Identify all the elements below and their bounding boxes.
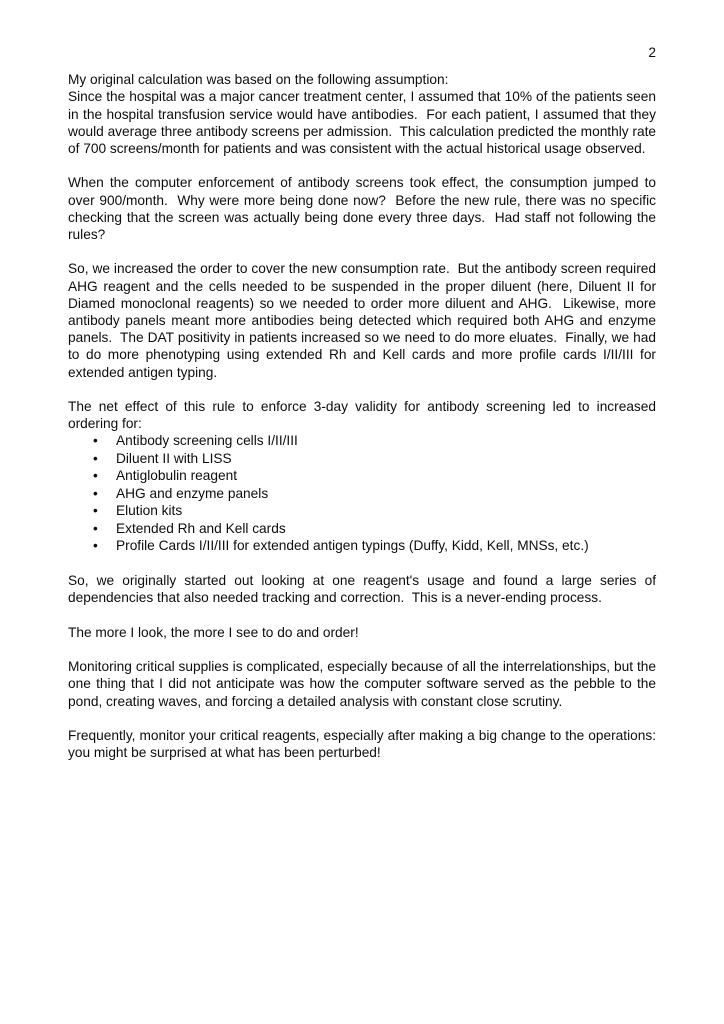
paragraph-assumption-intro: My original calculation was based on the following assumption:	[68, 72, 449, 88]
list-item-label: Profile Cards I/II/III for extended antigen typings (Duffy, Kidd, Kell, MNSs, etc.)	[116, 538, 589, 554]
list-item-label: Diluent II with LISS	[116, 450, 232, 466]
list-item-label: Antibody screening cells I/II/III	[116, 433, 298, 449]
reagent-order-list	[68, 432, 656, 555]
list-item	[68, 520, 656, 538]
paragraph-dependencies: So, we originally started out looking at one reagent's usage and found a large series of dependencies that also needed tracking and correction. This is a never-ending process.	[68, 573, 660, 606]
paragraph-assumption-body: Since the hospital was a major cancer treatment center, I assumed that 10% of the patients seen in the hospital transfusion service would have antibodies. For each patient, I assumed that they would average three antibody screens per admission. This calculation predicted the monthly rate of 700 screens/month for patients and was consistent with the actual historical usage observed.	[68, 89, 660, 157]
list-item	[68, 467, 656, 485]
paragraph-net-effect: The net effect of this rule to enforce 3-day validity for antibody screening led to increased ordering for:	[68, 399, 660, 432]
list-item	[68, 450, 656, 468]
bullet-icon: •	[93, 520, 98, 536]
bullet-icon: •	[93, 433, 98, 449]
list-item	[68, 485, 656, 503]
paragraph-enforcement: When the computer enforcement of antibody screens took effect, the consumption jumped to over 900/month. Why were more being done now? Before the new rule, there was no specific checking that the screen was actually being done every three days. Had staff not following the rules?	[68, 175, 660, 243]
list-item	[68, 502, 656, 520]
bullet-icon: •	[93, 503, 98, 519]
list-item-label: Extended Rh and Kell cards	[116, 520, 286, 536]
list-item	[68, 432, 656, 450]
page-content	[68, 44, 664, 778]
paragraph-increased-order: So, we increased the order to cover the new consumption rate. But the antibody screen required AHG reagent and the cells needed to be suspended in the proper diluent (here, Diluent II for Diamed monoclonal reagents) so we needed to order more diluent and AHG. Likewise, more antibody panels meant more antibodies being detected which required both AHG and enzyme panels. The DAT positivity in patients increased so we need to do more eluates. Finally, we had to do more phenotyping using extended Rh and Kell cards and more profile cards I/II/III for extended antigen typing.	[68, 261, 660, 380]
paragraph-monitoring: Monitoring critical supplies is complicated, especially because of all the interrelationships, but the one thing that I did not anticipate was how the computer software served as the pebble to the pond, creating waves, and forcing a detailed analysis with constant close scrutiny.	[68, 659, 660, 709]
list-item	[68, 537, 656, 555]
page-number: 2	[648, 45, 656, 60]
bullet-icon: •	[93, 538, 98, 554]
list-item-label: Elution kits	[116, 503, 183, 519]
bullet-icon: •	[93, 450, 98, 466]
list-item-label: AHG and enzyme panels	[116, 485, 269, 501]
paragraph-more-to-do: The more I look, the more I see to do and order!	[68, 624, 359, 640]
bullet-icon: •	[93, 468, 98, 484]
paragraph-closing: Frequently, monitor your critical reagents, especially after making a big change to the operations: you might be surprised at what has been perturbed!	[68, 727, 664, 761]
bullet-icon: •	[93, 485, 98, 501]
list-item-label: Antiglobulin reagent	[116, 468, 237, 484]
